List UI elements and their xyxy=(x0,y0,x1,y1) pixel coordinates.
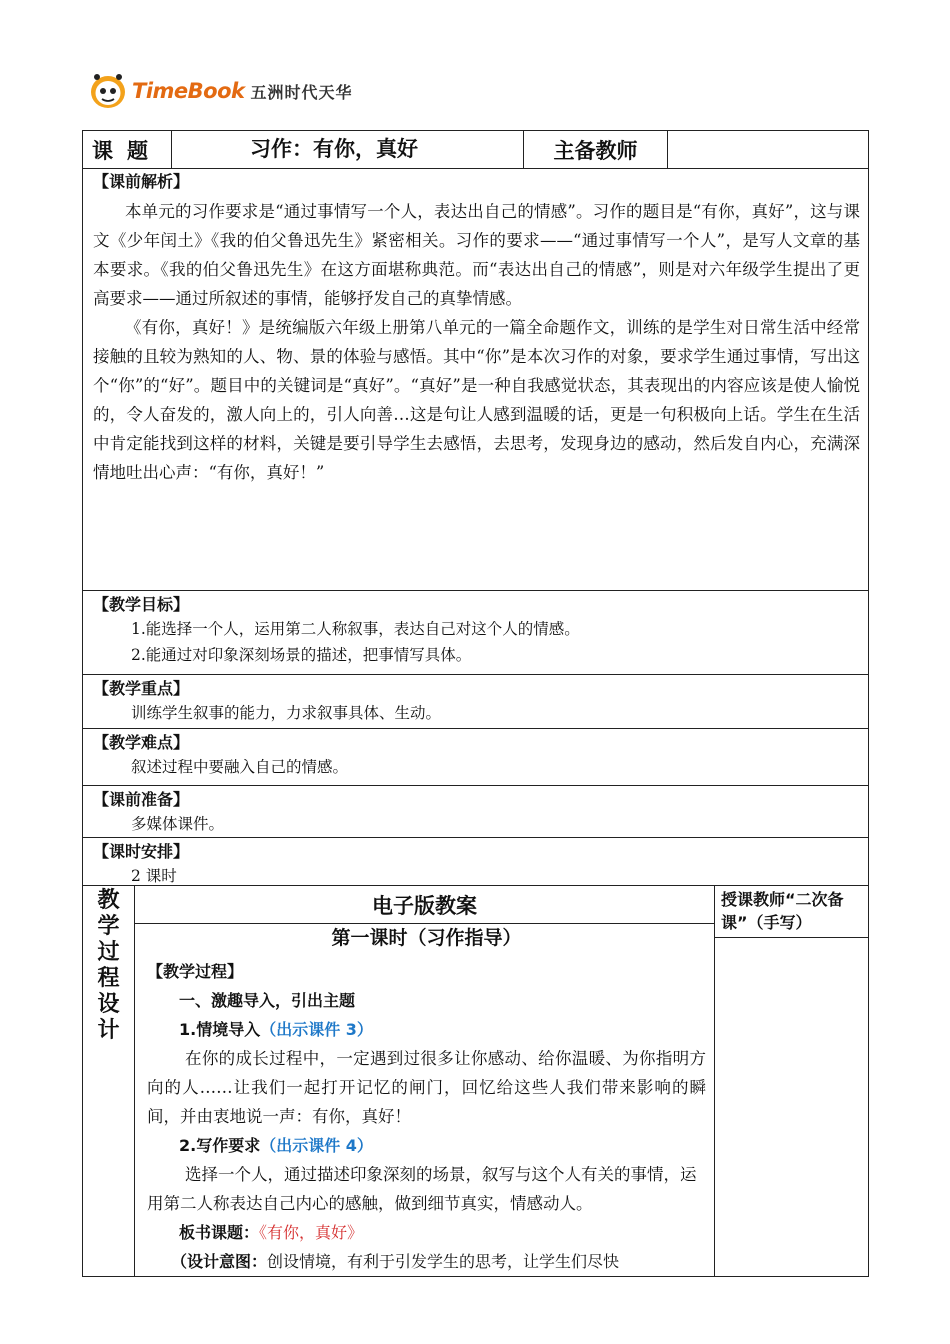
schedule-text: 2 课时 xyxy=(131,867,177,885)
goal-item-2: 2.能通过对印象深刻场景的描述，把事情写具体。 xyxy=(131,646,472,664)
prep-title: 【课前准备】 xyxy=(93,790,190,809)
analysis-paragraph-2: 《有你，真好！》是统编版六年级上册第八单元的一篇全命题作文，训练的是学生对日常生活中经常接触的且较为熟知的人、物、景的体验与感悟。其中“你”是本次习作的对象，要求学生通过事情，写出这个“你”的“好”。题目中的关键词是“真好”。“真好”是一种自我感觉状态，其表现出的内容应该是使人愉悦的，令人奋发的，激人向上的，引人向善…这是句让人感到温暖的话，更是一句积极向上话。学生在生活中肯定能找到这样的材料，关键是要引导学生去感悟，去思考，发现身边的感动，然后发自内心，充满深情地吐出心声：“有你，真好！” xyxy=(93,318,860,482)
side-char: 设 xyxy=(97,992,120,1017)
topic-value: 习作：有你，真好 xyxy=(172,131,524,168)
prep-text: 多媒体课件。 xyxy=(131,815,225,833)
board-label: 板书课题： xyxy=(179,1223,260,1242)
sub-step-2-text: 选择一个人，通过描述印象深刻的场景，叙写与这个人有关的事情，运用第二人称表达自己内心的感触，做到细节真实，情感动人。 xyxy=(147,1165,697,1213)
sub-step-1-label: 1.情境导入 xyxy=(179,1020,261,1039)
brand-mascot-icon xyxy=(88,71,128,111)
board-value: 《有你，真好》 xyxy=(259,1223,364,1242)
brand-logo xyxy=(88,70,353,112)
process-notes-column xyxy=(715,886,868,1276)
side-char: 过 xyxy=(97,940,120,965)
lesson-plan-table xyxy=(82,130,869,1277)
design-text: 创设情境，有利于引发学生的思考，让学生们尽快 xyxy=(267,1252,620,1271)
process-main-column xyxy=(135,886,715,1276)
handwritten-notes-area xyxy=(715,938,868,1276)
side-char: 程 xyxy=(97,966,120,991)
sub-step-2 xyxy=(147,1131,706,1160)
process-section-title: 【教学过程】 xyxy=(147,962,244,981)
side-char: 计 xyxy=(97,1018,120,1043)
design-line xyxy=(147,1247,706,1276)
difficulty-text: 叙述过程中要融入自己的情感。 xyxy=(131,758,349,776)
brand-name: TimeBook xyxy=(132,79,245,103)
difficulty-title: 【教学难点】 xyxy=(93,733,190,752)
brand-cn: 五洲时代天华 xyxy=(250,82,353,102)
schedule-title: 【课时安排】 xyxy=(93,842,190,861)
difficulty-section xyxy=(82,728,869,785)
goal-item-1: 1.能选择一个人，运用第二人称叙事，表达自己对这个人的情感。 xyxy=(131,620,580,638)
process-side-label xyxy=(83,886,135,1276)
sub-step-2-note: （出示课件 4） xyxy=(260,1136,373,1155)
goals-section xyxy=(82,590,869,674)
sub-step-1 xyxy=(147,1015,706,1044)
mid-body xyxy=(135,924,714,1276)
prep-section xyxy=(82,785,869,837)
lesson-title: 第一课时（习作指导） xyxy=(331,927,522,949)
sub-step-2-label: 2.写作要求 xyxy=(179,1136,261,1155)
topic-label: 课题 xyxy=(83,131,172,168)
design-label: （设计意图： xyxy=(171,1252,268,1271)
sub-step-1-note: （出示课件 3） xyxy=(260,1020,373,1039)
step-1-title: 一、激趣导入，引出主题 xyxy=(179,991,356,1010)
goals-title: 【教学目标】 xyxy=(93,595,190,614)
teacher-value xyxy=(668,131,868,168)
focus-section xyxy=(82,674,869,728)
analysis-section xyxy=(82,168,869,590)
right-header: 授课教师“二次备课”（手写） xyxy=(715,886,868,938)
analysis-paragraph-1: 本单元的习作要求是“通过事情写一个人，表达出自己的情感”。习作的题目是“有你，真好”，这与课文《少年闰土》《我的伯父鲁迅先生》紧密相关。习作的要求——“通过事情写一个人”，是写人文章的基本要求。《我的伯父鲁迅先生》在这方面堪称典范。而“表达出自己的情感”，则是对六年级学生提出了更高要求——通过所叙述的事情，能够抒发自己的真挚情感。 xyxy=(93,202,860,308)
board-line xyxy=(147,1218,706,1247)
schedule-section xyxy=(82,837,869,885)
process-section xyxy=(82,885,869,1277)
focus-text: 训练学生叙事的能力，力求叙事具体、生动。 xyxy=(131,704,442,722)
focus-title: 【教学重点】 xyxy=(93,679,190,698)
header-row xyxy=(82,130,869,168)
mid-header: 电子版教案 xyxy=(135,886,714,924)
sub-step-1-text: 在你的成长过程中，一定遇到过很多让你感动、给你温暖、为你指明方向的人……让我们一起打开记忆的闸门，回忆给这些人我们带来影响的瞬间，并由衷地说一声：有你，真好！ xyxy=(147,1049,706,1126)
analysis-title: 【课前解析】 xyxy=(93,172,190,191)
side-char: 学 xyxy=(97,914,120,939)
teacher-label: 主备教师 xyxy=(524,131,668,168)
side-char: 教 xyxy=(97,888,120,913)
